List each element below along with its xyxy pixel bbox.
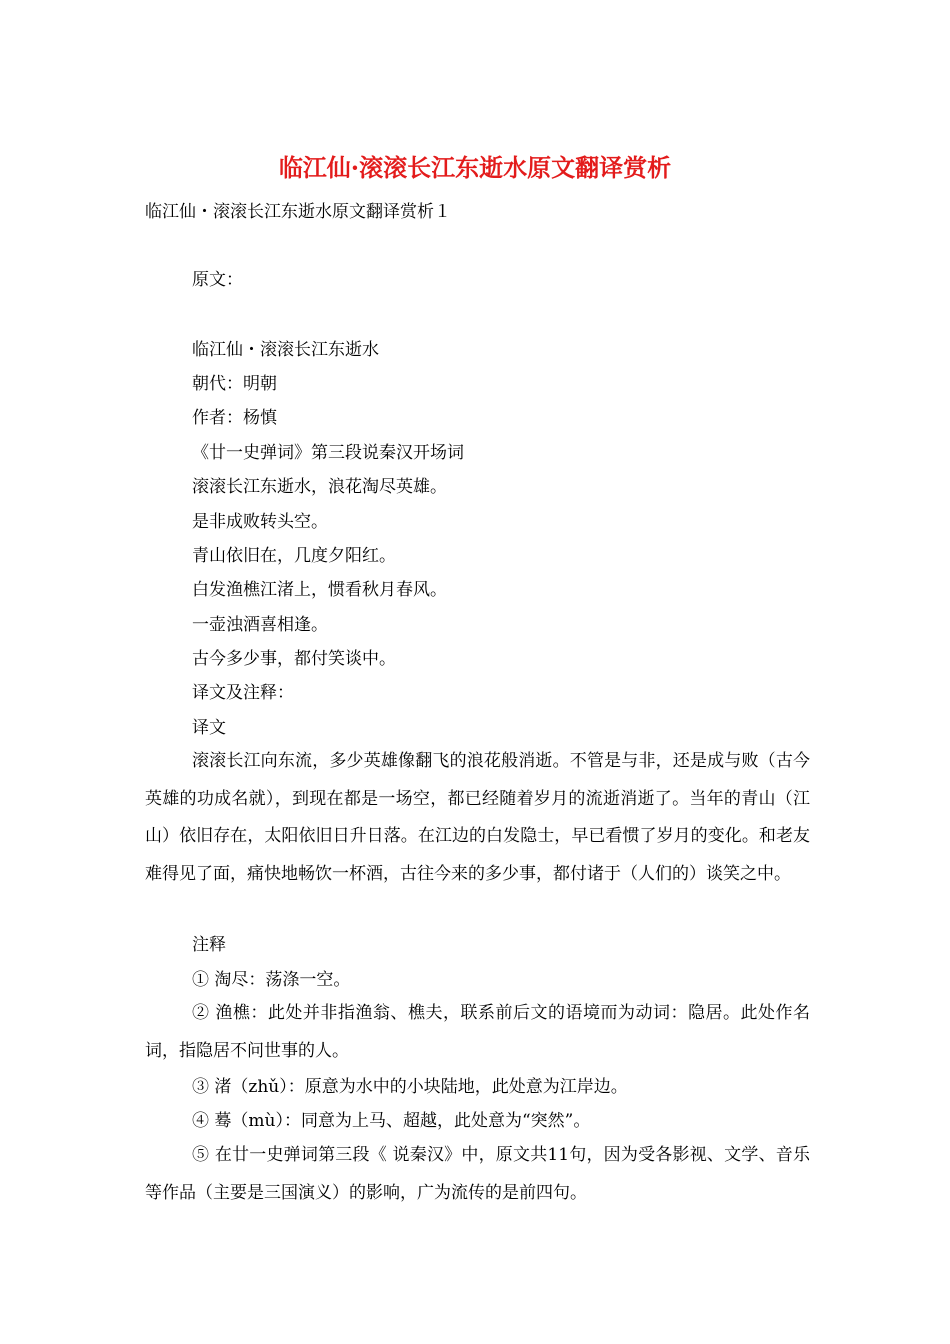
poem-line: 白发渔樵江渚上，惯看秋月春风。 (192, 580, 447, 600)
poem-line: 青山依旧在，几度夕阳红。 (192, 546, 396, 566)
poem-line: 是非成败转头空。 (192, 512, 328, 532)
document-title: 临江仙·滚滚长江东逝水原文翻译赏析 (278, 153, 672, 182)
notes-heading: 注释 (192, 935, 226, 955)
translation-heading: 译文 (192, 718, 226, 738)
note-item: ④ 蓦（mù）：同意为上马、超越，此处意为“突然”。 (192, 1111, 591, 1131)
poem-title: 临江仙・滚滚长江东逝水 (192, 340, 379, 360)
poem-line: 一壶浊酒喜相逢。 (192, 615, 328, 635)
poem-line: 滚滚长江东逝水，浪花淘尽英雄。 (192, 477, 447, 497)
document-subtitle: 临江仙・滚滚长江东逝水原文翻译赏析１ (145, 202, 451, 222)
note-item: ③ 渚（zhǔ）：原意为水中的小块陆地，此处意为江岸边。 (192, 1077, 628, 1097)
poem-line: 古今多少事，都付笑谈中。 (192, 649, 396, 669)
author-line: 作者：杨慎 (192, 408, 277, 428)
note-item: ② 渔樵：此处并非指渔翁、樵夫，联系前后文的语境而为动词：隐居。此处作名词，指隐居不问世事的人。 (145, 1003, 810, 1061)
dynasty-line: 朝代：明朝 (192, 374, 277, 394)
original-heading: 原文： (192, 270, 243, 290)
translation-notes-heading: 译文及注释： (192, 683, 294, 703)
note-item: ⑤ 在廿一史弹词第三段《 说秦汉》中，原文共11句，因为受各影视、文学、音乐等作品（主要是三国演义）的影响，广为流传的是前四句。 (145, 1145, 810, 1203)
translation-paragraph: 滚滚长江向东流，多少英雄像翻飞的浪花般消逝。不管是与非，还是成与败（古今英雄的功成名就），到现在都是一场空，都已经随着岁月的流逝消逝了。当年的青山（江山）依旧存在，太阳依旧日升日落。在江边的白发隐士，早已看惯了岁月的变化。和老友难得见了面，痛快地畅饮一杯酒，古往今来的多少事，都付诸于（人们的）谈笑之中。 (145, 751, 810, 884)
source-line: 《廿一史弹词》第三段说秦汉开场词 (192, 443, 464, 463)
note-item: ① 淘尽：荡涤一空。 (192, 970, 351, 990)
